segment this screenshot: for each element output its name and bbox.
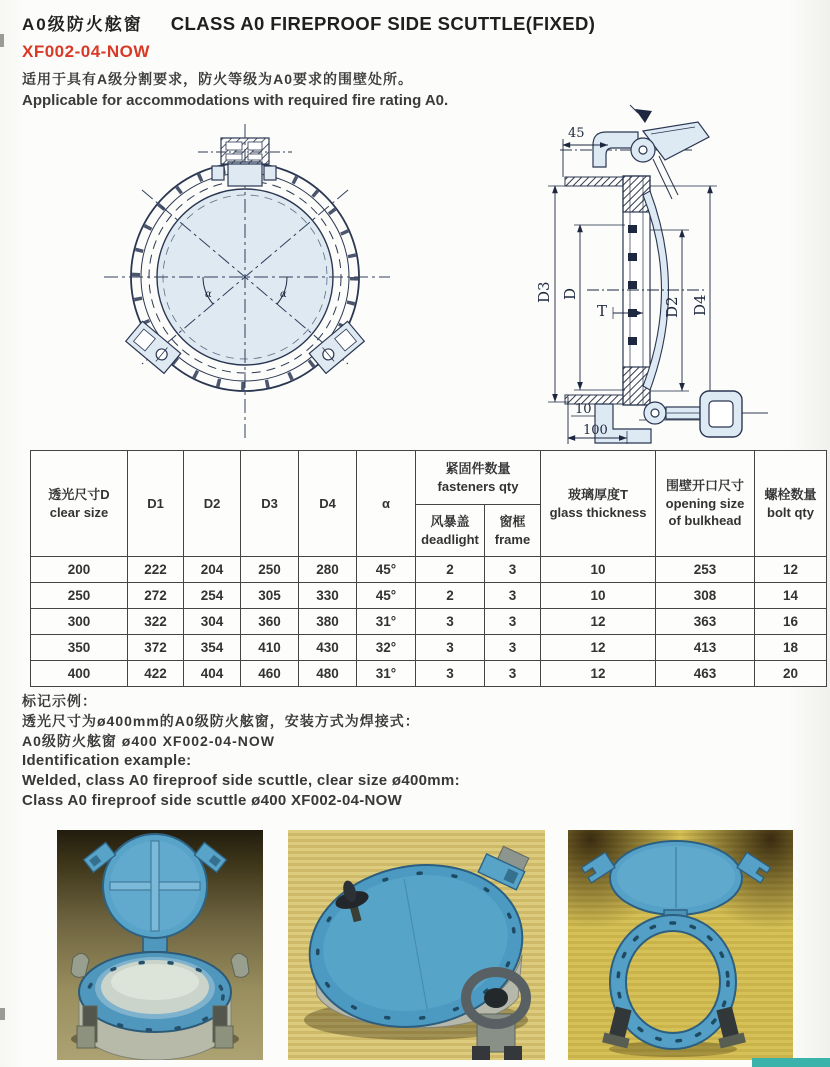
table-row xyxy=(31,635,827,661)
table-cell: 254 xyxy=(184,583,241,609)
header-en: of bulkhead xyxy=(668,513,742,529)
table-cell: 32° xyxy=(357,635,416,661)
deadlight-cover xyxy=(610,841,742,915)
table-cell: 308 xyxy=(656,583,755,609)
table-cell: 3 xyxy=(416,661,485,687)
col-header-bolt xyxy=(755,451,827,557)
photo2-graphic xyxy=(288,830,545,1060)
table-row xyxy=(31,609,827,635)
header-en: glass thickness xyxy=(549,504,647,520)
header-cn: 围壁开口尺寸 xyxy=(666,478,745,494)
col-header-frame xyxy=(485,505,541,557)
product-photo-deadlight-open-front xyxy=(568,830,793,1060)
table-cell: 350 xyxy=(31,635,128,661)
col-header-glass xyxy=(541,451,656,557)
window-ring xyxy=(610,915,736,1049)
table-cell: 304 xyxy=(184,609,241,635)
table-cell: 3 xyxy=(485,583,541,609)
identification-block xyxy=(22,691,460,811)
table-cell: 200 xyxy=(31,557,128,583)
table-cell: 3 xyxy=(485,635,541,661)
col-header-d1: D1 xyxy=(128,451,184,557)
table-cell: 2 xyxy=(416,557,485,583)
ident-line: 标记示例： xyxy=(22,693,97,709)
scan-edge-mark xyxy=(0,1008,5,1020)
table-cell: 31° xyxy=(357,609,416,635)
scan-edge-mark xyxy=(0,34,4,47)
table-cell: 3 xyxy=(416,609,485,635)
header-en: clear size xyxy=(49,504,109,520)
page-header xyxy=(22,10,814,109)
table-row xyxy=(31,661,827,687)
table-cell: 3 xyxy=(485,557,541,583)
table-cell: 480 xyxy=(299,661,357,687)
table-cell: 330 xyxy=(299,583,357,609)
table-cell: 14 xyxy=(755,583,827,609)
ident-line: 透光尺寸为ø400mm的A0级防火舷窗，安装方式为焊接式： xyxy=(22,713,420,729)
window-frame-section xyxy=(623,176,650,405)
title-row xyxy=(22,10,814,35)
header-en: frame xyxy=(494,531,531,547)
table-cell: 10 xyxy=(541,583,656,609)
col-header-d2: D2 xyxy=(184,451,241,557)
table-cell: 12 xyxy=(541,635,656,661)
alpha-label-right: α xyxy=(280,289,287,300)
dim-100-label: 100 xyxy=(583,423,608,438)
table-cell: 12 xyxy=(541,661,656,687)
table-row xyxy=(31,583,827,609)
dim-d4-label: D4 xyxy=(691,294,709,316)
header-cn: 螺栓数量 xyxy=(764,486,817,502)
table-cell: 3 xyxy=(416,635,485,661)
table-cell: 372 xyxy=(128,635,184,661)
col-header-deadlight xyxy=(416,505,485,557)
ident-line: Identification example: xyxy=(22,752,192,769)
ident-line: A0级防火舷窗 ø400 XF002-04-NOW xyxy=(22,733,275,749)
table-cell: 45° xyxy=(357,557,416,583)
page-title-chinese: A0级防火舷窗 xyxy=(22,15,143,34)
table-cell: 222 xyxy=(128,557,184,583)
table-cell: 463 xyxy=(656,661,755,687)
table-cell: 45° xyxy=(357,583,416,609)
product-photo-scuttle-closed xyxy=(288,830,545,1060)
description-chinese: 适用于具有A级分割要求，防火等级为A0要求的围壁处所。 xyxy=(22,71,414,87)
col-header-opening xyxy=(656,451,755,557)
table-cell: 354 xyxy=(184,635,241,661)
table-cell: 460 xyxy=(241,661,299,687)
ident-line: Class A0 fireproof side scuttle ø400 XF002-04-NOW xyxy=(22,792,403,809)
col-header-d4: D4 xyxy=(299,451,357,557)
table-cell: 404 xyxy=(184,661,241,687)
table-cell: 253 xyxy=(656,557,755,583)
header-en: fasteners qty xyxy=(437,478,519,494)
col-header-fasteners xyxy=(416,451,541,505)
table-cell: 280 xyxy=(299,557,357,583)
table-cell: 250 xyxy=(31,583,128,609)
alpha-label-left: α xyxy=(205,289,212,300)
product-photo-deadlight-open-perspective xyxy=(57,830,263,1060)
table-cell: 250 xyxy=(241,557,299,583)
front-view-drawing xyxy=(92,116,422,446)
table-cell: 305 xyxy=(241,583,299,609)
header-cn: 窗框 xyxy=(499,513,526,529)
col-header-clear-size xyxy=(31,451,128,557)
header-cn: 紧固件数量 xyxy=(445,460,511,476)
table-cell: 20 xyxy=(755,661,827,687)
col-header-alpha: α xyxy=(357,451,416,557)
table-cell: 322 xyxy=(128,609,184,635)
model-code: XF002-04-NOW xyxy=(22,42,150,61)
table-cell: 360 xyxy=(241,609,299,635)
page-title-english: CLASS A0 FIREPROOF SIDE SCUTTLE(FIXED) xyxy=(170,13,596,34)
table-cell: 31° xyxy=(357,661,416,687)
dim-d3-label: D3 xyxy=(535,281,553,303)
table-cell: 16 xyxy=(755,609,827,635)
description-english: Applicable for accommodations with required fire rating A0. xyxy=(22,92,449,109)
dim-45-label: 45 xyxy=(568,126,585,141)
next-page-edge-strip xyxy=(752,1058,830,1067)
table-cell: 18 xyxy=(755,635,827,661)
spec-table-body xyxy=(31,557,827,687)
table-row xyxy=(31,557,827,583)
table-cell: 12 xyxy=(755,557,827,583)
header-en: deadlight xyxy=(421,531,479,547)
table-cell: 204 xyxy=(184,557,241,583)
col-header-d3: D3 xyxy=(241,451,299,557)
table-cell: 363 xyxy=(656,609,755,635)
spec-table xyxy=(30,450,827,687)
table-cell: 3 xyxy=(485,609,541,635)
header-en: bolt qty xyxy=(767,504,814,520)
photo1-graphic xyxy=(57,830,263,1060)
table-cell: 300 xyxy=(31,609,128,635)
table-cell: 12 xyxy=(541,609,656,635)
header-cn: 透光尺寸D xyxy=(48,486,110,502)
table-cell: 380 xyxy=(299,609,357,635)
header-en: opening size xyxy=(665,495,745,511)
table-cell: 410 xyxy=(241,635,299,661)
table-cell: 3 xyxy=(485,661,541,687)
table-cell: 413 xyxy=(656,635,755,661)
section-view-drawing xyxy=(535,103,825,448)
header-cn: 玻璃厚度T xyxy=(568,486,628,502)
dim-t-label: T xyxy=(597,302,608,320)
window-ring xyxy=(79,952,231,1032)
deadlight-cover xyxy=(103,834,207,938)
ident-line: Welded, class A0 fireproof side scuttle, clear size ø400mm: xyxy=(22,772,460,789)
table-cell: 430 xyxy=(299,635,357,661)
table-cell: 422 xyxy=(128,661,184,687)
header-cn: 风暴盖 xyxy=(430,513,470,529)
table-cell: 272 xyxy=(128,583,184,609)
dim-d-label: D xyxy=(561,287,579,300)
table-cell: 400 xyxy=(31,661,128,687)
table-cell: 2 xyxy=(416,583,485,609)
dim-10-label: 10 xyxy=(575,402,592,417)
table-cell: 10 xyxy=(541,557,656,583)
dim-d2-label: D2 xyxy=(663,296,681,318)
photo3-graphic xyxy=(568,830,793,1060)
